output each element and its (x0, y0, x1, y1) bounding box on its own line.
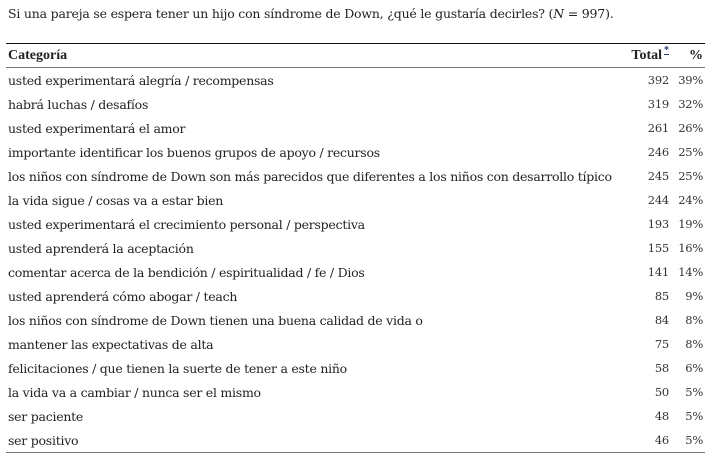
cell-percent: 19% (678, 217, 703, 231)
cell-total: 48 (654, 409, 669, 423)
cell-category: los niños con síndrome de Down son más parecidos que diferentes a los niños con desarrollo típico (8, 168, 612, 184)
cell-total: 46 (654, 433, 669, 447)
cell-total: 392 (647, 73, 669, 87)
cell-category: habrá luchas / desafíos (8, 96, 149, 112)
table-row (6, 260, 705, 284)
table-row (6, 116, 705, 140)
cell-category: ser positivo (8, 432, 79, 448)
table-row (6, 284, 705, 308)
cell-percent: 9% (685, 289, 703, 303)
cell-category: felicitaciones / que tienen la suerte de tener a este niño (8, 360, 347, 376)
header-total-label: Total (631, 47, 662, 63)
cell-percent: 5% (685, 409, 703, 423)
table-row (6, 404, 705, 428)
cell-total: 246 (647, 145, 669, 159)
cell-category: los niños con síndrome de Down tienen una buena calidad de vida o (8, 312, 423, 328)
table-header-row (6, 44, 705, 68)
cell-total: 245 (647, 169, 669, 183)
results-table (6, 43, 705, 453)
table-row (6, 356, 705, 380)
cell-percent: 26% (678, 121, 703, 135)
cell-total: 84 (654, 313, 669, 327)
cell-category: usted experimentará el crecimiento personal / perspectiva (8, 216, 365, 232)
cell-category: importante identificar los buenos grupos de apoyo / recursos (8, 144, 380, 160)
table-caption (8, 6, 614, 21)
header-percent: % (689, 47, 703, 63)
cell-category: usted experimentará alegría / recompensas (8, 72, 274, 88)
footnote-link[interactable]: * (664, 44, 669, 56)
caption-n-value: = 997). (563, 6, 614, 21)
cell-total: 155 (647, 241, 669, 255)
caption-text: Si una pareja se espera tener un hijo con síndrome de Down, ¿qué le gustaría decirles? ( (8, 6, 554, 21)
table-row (6, 164, 705, 188)
cell-percent: 24% (678, 193, 703, 207)
caption-n-label: N (553, 6, 564, 21)
cell-total: 261 (647, 121, 669, 135)
cell-total: 58 (654, 361, 669, 375)
cell-percent: 16% (678, 241, 703, 255)
table-body (6, 68, 705, 453)
cell-percent: 6% (685, 361, 703, 375)
cell-category: comentar acerca de la bendición / espiritualidad / fe / Dios (8, 264, 365, 280)
cell-category: mantener las expectativas de alta (8, 336, 214, 352)
cell-total: 75 (654, 337, 669, 351)
cell-category: la vida va a cambiar / nunca ser el mismo (8, 384, 261, 400)
cell-category: usted aprenderá la aceptación (8, 240, 194, 256)
cell-total: 85 (654, 289, 669, 303)
table-row (6, 140, 705, 164)
cell-total: 50 (654, 385, 669, 399)
cell-percent: 8% (685, 337, 703, 351)
table-row (6, 308, 705, 332)
cell-percent: 39% (678, 73, 703, 87)
cell-percent: 5% (685, 433, 703, 447)
cell-percent: 5% (685, 385, 703, 399)
cell-percent: 25% (678, 169, 703, 183)
cell-total: 244 (647, 193, 669, 207)
table-row (6, 380, 705, 404)
cell-percent: 25% (678, 145, 703, 159)
header-total (625, 44, 671, 68)
cell-total: 319 (647, 97, 669, 111)
table-row (6, 332, 705, 356)
table-row (6, 92, 705, 116)
table-row (6, 212, 705, 236)
cell-percent: 14% (678, 265, 703, 279)
cell-percent: 32% (678, 97, 703, 111)
cell-total: 141 (647, 265, 669, 279)
cell-category: la vida sigue / cosas va a estar bien (8, 192, 224, 208)
cell-category: ser paciente (8, 408, 84, 424)
cell-total: 193 (647, 217, 669, 231)
header-category: Categoría (8, 47, 68, 63)
cell-category: usted aprenderá cómo abogar / teach (8, 288, 238, 304)
table-row (6, 188, 705, 212)
cell-percent: 8% (685, 313, 703, 327)
table-row (6, 68, 705, 93)
table-row (6, 428, 705, 453)
table-row (6, 236, 705, 260)
cell-category: usted experimentará el amor (8, 120, 186, 136)
